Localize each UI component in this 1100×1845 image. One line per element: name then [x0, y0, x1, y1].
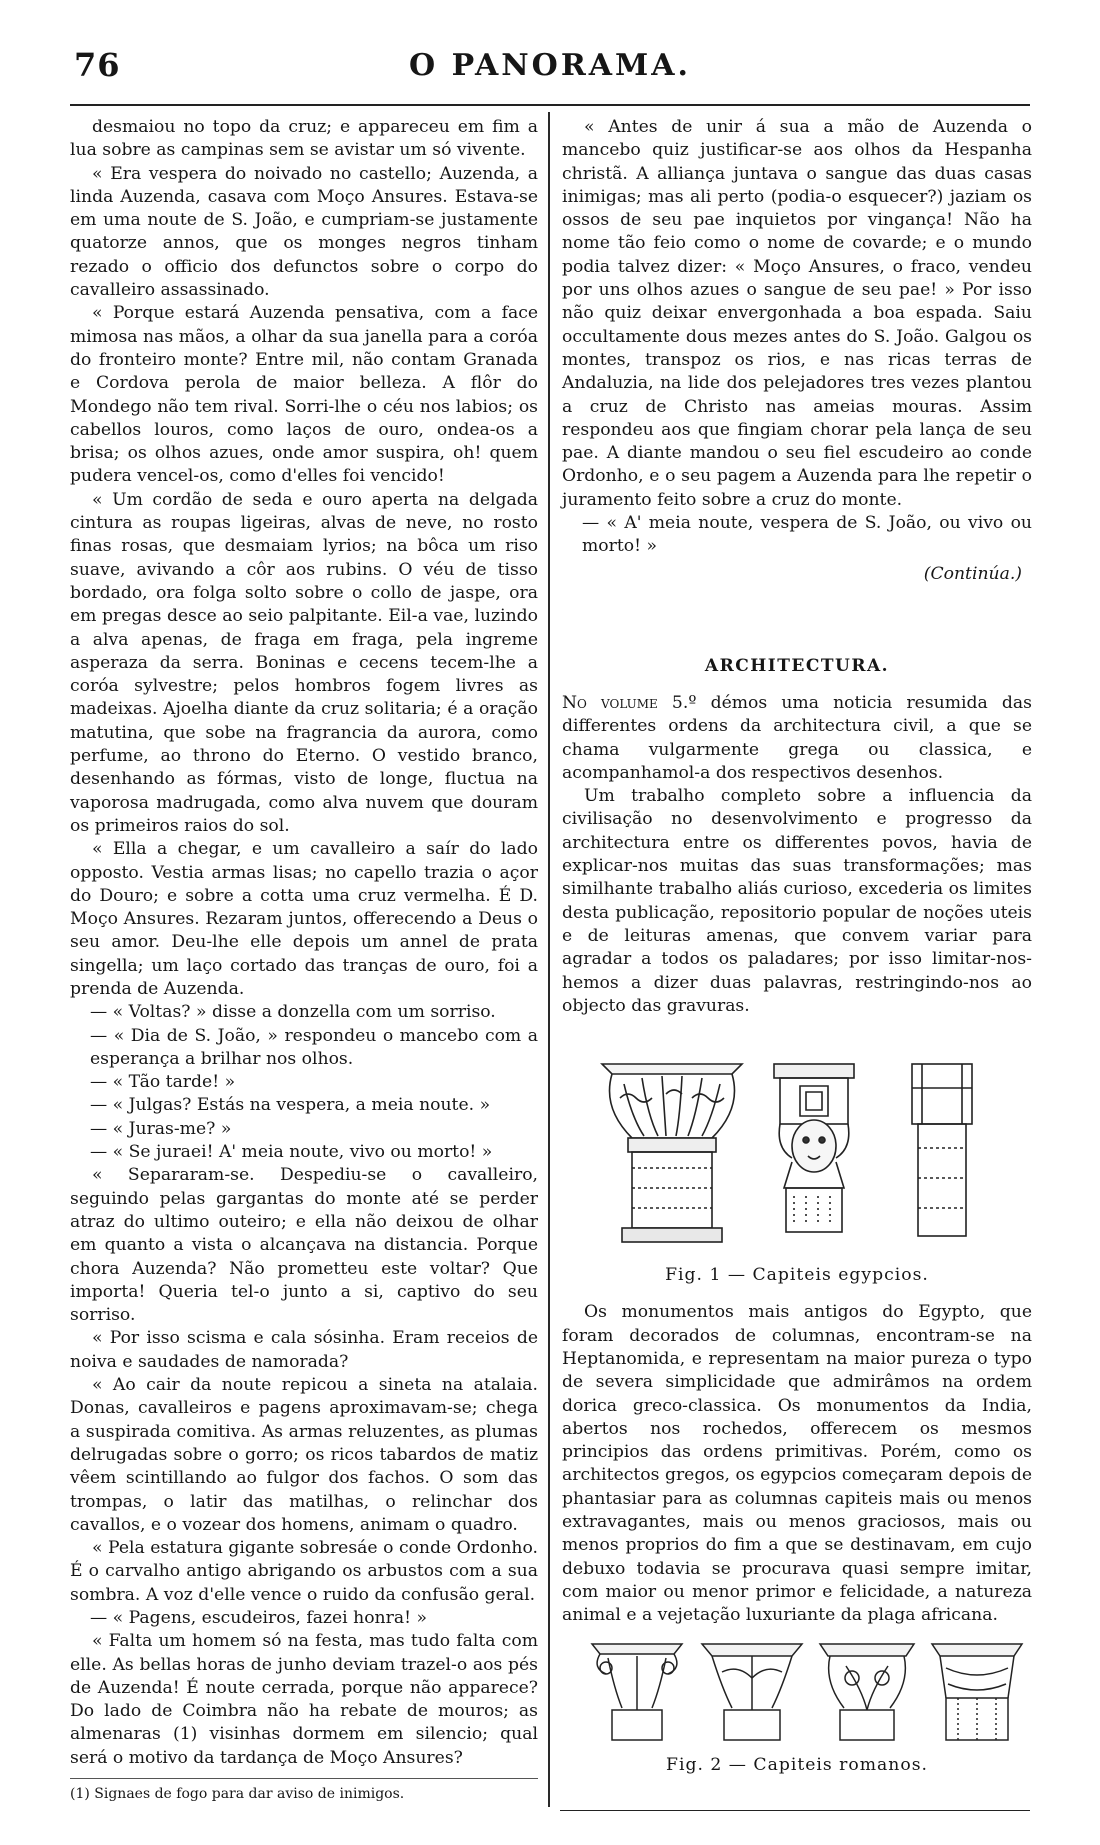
dialogue-line: — « Se juraei! A' meia noute, vivo ou morto! »	[90, 1142, 493, 1163]
roman-capitals-engraving	[562, 1638, 1032, 1748]
egyptian-capitals-engraving	[562, 1028, 1032, 1258]
section-title: ARCHITECTURA.	[704, 655, 890, 676]
capital-roman-4	[932, 1644, 1022, 1740]
footer-rule	[560, 1810, 1030, 1811]
architecture-paragraph-1	[562, 692, 1032, 785]
architecture-paragraph-1-text: démos uma noticia resumida das differentes ordens da architectura civil, a que se chama vulgarmente grega ou classica, e acompanhamol-a dos respectivos desenhos.	[562, 692, 1032, 783]
architecture-paragraph-3: Os monumentos mais antigos do Egypto, que foram decorados de columnas, encontram-se na Heptanomida, e representam na maior pureza o typo de severa simplicidade que admirâmos na ordem dorica greco-classica. Os monumentos da India, abertos nos rochedos, offerecem os mesmos principios das ordens primitivas. Porém, como os architectos gregos, os egypcios começaram depois de phantasiar para as columnas capiteis mais ou menos extravagantes, mais ou menos graciosos, mais ou menos proprios do fim a que se destinavam, em cujo debuxo todavia se procurava quasi sempre imitar, com maior ou menor primor e felicidade, a natureza animal e a vejetação luxuriante da plaga africana.	[562, 1302, 1032, 1626]
figure-2-caption: Fig. 2 — Capiteis romanos.	[666, 1754, 928, 1775]
story-paragraph: desmaiou no topo da cruz; e appareceu em fim a lua sobre as campinas sem se avistar um só vivente.	[70, 117, 538, 161]
right-column	[562, 116, 1032, 1791]
capital-roman-2	[702, 1644, 802, 1740]
architecture-paragraph-2: Um trabalho completo sobre a influencia da civilisação no desenvolvimento e progresso da architectura entre os differentes povos, havia de explicar-nos muitas das suas transformações; mas similhante trabalho aliás curioso, excederia os limites desta publicação, repositorio popular de noções uteis e de leituras amenas, que convem variar para agradar a todos os paladares; por isso limitar-nos-hemos a dizer duas palavras, restringindo-nos ao objecto das gravuras.	[562, 786, 1032, 1016]
capital-plain	[912, 1064, 972, 1236]
right-column-story	[562, 116, 1032, 586]
story-paragraph: « Porque estará Auzenda pensativa, com a face mimosa nas mãos, a olhar da sua janella para a coróa do fronteiro monte? Entre mil, não contam Granada e Cordova perola de maior belleza. A flôr do Mondego não tem rival. Sorri-lhe o céu nos labios; os cabellos louros, como laços de ouro, ondea-os a brisa; os olhos azues, onde amor suspira, oh! quem pudera vencel-os, como d'elles foi vencido!	[70, 303, 538, 487]
figure-1	[562, 1028, 1032, 1287]
dialogue-line: — « Tão tarde! »	[90, 1072, 236, 1093]
dialogue-line: — « Dia de S. João, » respondeu o mancebo com a esperança a brilhar nos olhos.	[90, 1025, 538, 1069]
volume-reference: No volume 5.º	[562, 692, 697, 713]
dialogue-line: — « Pagens, escudeiros, fazei honra! »	[90, 1608, 427, 1628]
story-paragraph: « Ella a chegar, e um cavalleiro a saír do lado opposto. Vestia armas lisas; no capello trazia o açor do Douro; e sobre a cotta uma cruz vermelha. É D. Moço Ansures. Rezaram juntos, offerecendo a Deus o seu amor. Deu-lhe elle depois um annel de prata singella; um laço cortado das tranças de ouro, foi a prenda de Auzenda.	[70, 839, 538, 999]
journal-title: O PANORAMA.	[409, 48, 691, 83]
capital-hathor	[774, 1064, 854, 1232]
story-paragraph: « Pela estatura gigante sobresáe o conde Ordonho. É o carvalho antigo abrigando os arbustos com a sua sombra. A voz d'elle vence o ruido da confusão geral.	[70, 1538, 538, 1605]
story-paragraph: « Separaram-se. Despediu-se o cavalleiro, seguindo pelas gargantas do monte até se perder atraz do ultimo outeiro; e ella não deixou de olhar em quanto a vista o alcançava na distancia. Porque chora Auzenda? Não prometteu este voltar? Que importa! Queria tel-o junto a si, captivo do seu sorriso.	[70, 1165, 538, 1326]
dialogue-line: — « Julgas? Estás na vespera, a meia noute. »	[90, 1095, 491, 1116]
story-paragraph: « Era vespera do noivado no castello; Auzenda, a linda Auzenda, casava com Moço Ansures. Estava-se em uma noute de S. João, e cumpriam-se justamente quatorze annos, que os monges negros tinham rezado o officio dos defunctos sobre o corpo do cavalleiro assassinado.	[70, 163, 538, 301]
dialogue-line: — « A' meia noute, vespera de S. João, ou vivo ou morto! »	[582, 513, 1032, 557]
story-paragraph: « Falta um homem só na festa, mas tudo falta com elle. As bellas horas de junho deviam trazel-o aos pés de Auzenda! É noute cerrada, porque não apparece? Do lado de Coimbra não ha rebate de mouros; as almenaras (1) visinhas dormem em silencio; qual será o motivo da tardança de Moço Ansures?	[70, 1631, 538, 1768]
figure-1-caption: Fig. 1 — Capiteis egypcios.	[665, 1265, 929, 1286]
story-paragraph: « Antes de unir á sua a mão de Auzenda o mancebo quiz justificar-se aos olhos da Hespanha christã. A alliança juntava o sangue das duas casas inimigas; mas ali perto (podia-o esquecer?) jaziam os ossos de seu pae inquietos por vingança! Não ha nome tão feio como o nome de covarde; e o mundo podia talvez dizer: « Moço Ansures, o fraco, vendeu por uns olhos azues o sangue de seu pae! » Por isso não quiz deixar envergonhada a boa espada. Saiu occultamente dous mezes antes do S. João. Galgou os montes, transpoz os rios, e nas ricas terras de Andaluzia, na lide dos pelejadores tres vezes plantou a cruz de Christo nas ameias mouras. Assim respondeu aos que fingiam chorar pela lança de seu pae. A diante mandou o seu fiel escudeiro ao conde Ordonho, e o seu pagem a Auzenda para lhe repetir o juramento feito sobre a cruz do monte.	[562, 117, 1032, 510]
header-rule	[70, 104, 1030, 106]
figure-2	[562, 1638, 1032, 1777]
continued-note: (Continúa.)	[923, 563, 1022, 584]
dialogue-line: — « Juras-me? »	[90, 1118, 232, 1139]
left-column	[70, 116, 538, 1803]
page-number: 76	[74, 46, 121, 84]
capital-lotus	[602, 1064, 742, 1242]
column-divider	[548, 112, 550, 1807]
capital-roman-1	[592, 1644, 682, 1740]
story-paragraph: « Por isso scisma e cala sósinha. Eram receios de noiva e saudades de namorada?	[70, 1328, 538, 1372]
footnote: (1) Signaes de fogo para dar aviso de inimigos.	[70, 1778, 538, 1803]
capital-roman-3	[820, 1644, 914, 1740]
story-paragraph: « Ao cair da noute repicou a sineta na atalaia. Donas, cavalleiros e pagens aproximavam-se; chega a suspirada comitiva. As armas reluzentes, as plumas delrugadas sobre o gorro; os ricos tabardos de matiz vêem scintillando ao fulgor dos fachos. O som das trompas, o latir das matilhas, o relinchar dos cavallos, e o vozear dos homens, animam o quadro.	[70, 1375, 538, 1535]
dialogue-line: — « Voltas? » disse a donzella com um sorriso.	[90, 1002, 496, 1023]
page-header	[70, 46, 1030, 86]
story-paragraph: « Um cordão de seda e ouro aperta na delgada cintura as roupas ligeiras, alvas de neve, no rosto finas rosas, que desmaiam lyrios; na bôca um riso suave, avivando a côr aos rubins. O véu de tisso bordado, ora folga solto sobre o collo de jaspe, ora em pregas desce ao seio palpitante. Eil-a vae, luzindo a alva apenas, de fraga em fraga, pela ingreme asperaza da serra. Boninas e cecens tecem-lhe a coróa sylvestre; pelos hombros fogem livres as madeixas. Ajoelha diante da cruz solitaria; é a oração matutina, que sobe na fragrancia da aurora, como perfume, ao throno do Eterno. O vestido branco, desenhando as fórmas, visto de longe, fluctua na vaporosa madrugada, como alva nuvem que douram os primeiros raios do sol.	[70, 489, 538, 836]
